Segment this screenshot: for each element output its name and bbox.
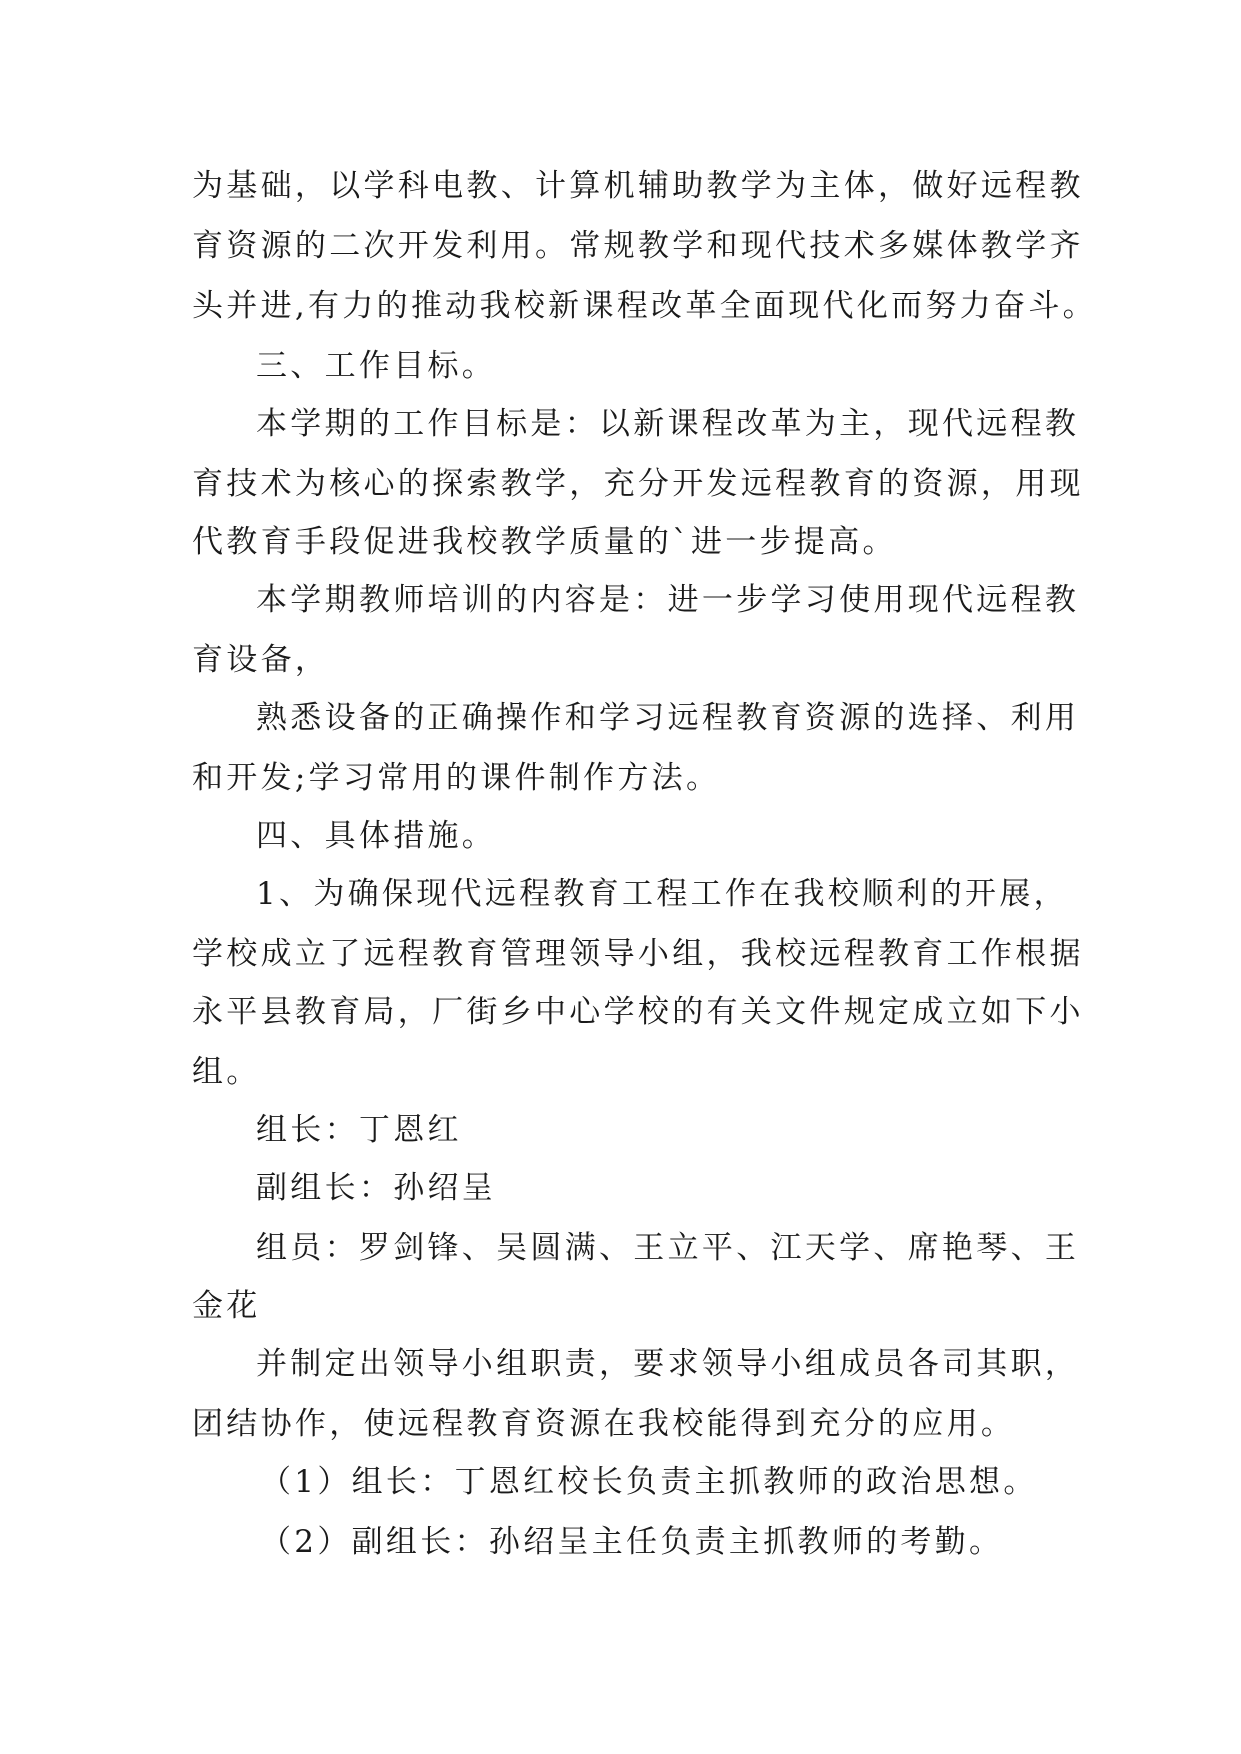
section-heading: 三、工作目标。 <box>256 348 497 384</box>
paragraph-line: 1、为确保现代远程教育工程工作在我校顺利的开展， <box>256 876 1068 912</box>
paragraph-line: 和开发;学习常用的课件制作方法。 <box>192 760 721 796</box>
paragraph-line: 育资源的二次开发利用。常规教学和现代技术多媒体教学齐 <box>192 228 1084 264</box>
group-members-line: 组员：罗剑锋、吴圆满、王立平、江天学、席艳琴、王 <box>256 1230 1080 1266</box>
paragraph-line: 为基础，以学科电教、计算机辅助教学为主体，做好远程教 <box>192 168 1084 204</box>
duty-item: （2）副组长：孙绍呈主任负责主抓教师的考勤。 <box>260 1524 1004 1560</box>
paragraph-line: 代教育手段促进我校教学质量的`进一步提高。 <box>192 524 897 560</box>
paragraph-line: 熟悉设备的正确操作和学习远程教育资源的选择、利用 <box>256 700 1080 736</box>
paragraph-line: 金花 <box>192 1288 261 1324</box>
paragraph-line: 团结协作，使远程教育资源在我校能得到充分的应用。 <box>192 1406 1016 1442</box>
paragraph-line: 组。 <box>192 1054 261 1090</box>
paragraph-line: 育技术为核心的探索教学，充分开发远程教育的资源，用现 <box>192 466 1084 502</box>
duty-item: （1）组长：丁恩红校长负责主抓教师的政治思想。 <box>260 1464 1038 1500</box>
section-heading: 四、具体措施。 <box>256 818 497 854</box>
paragraph-line: 本学期的工作目标是：以新课程改革为主，现代远程教 <box>256 406 1080 442</box>
group-leader-line: 组长：丁恩红 <box>256 1112 462 1148</box>
paragraph-line: 头并进,有力的推动我校新课程改革全面现代化而努力奋斗。 <box>192 288 1097 324</box>
paragraph-line: 学校成立了远程教育管理领导小组，我校远程教育工作根据 <box>192 936 1084 972</box>
paragraph-line: 本学期教师培训的内容是：进一步学习使用现代远程教 <box>256 582 1080 618</box>
paragraph-line: 并制定出领导小组职责，要求领导小组成员各司其职， <box>256 1346 1080 1382</box>
paragraph-line: 育设备， <box>192 642 330 678</box>
paragraph-line: 永平县教育局，厂街乡中心学校的有关文件规定成立如下小 <box>192 994 1084 1030</box>
deputy-leader-line: 副组长：孙绍呈 <box>256 1170 497 1206</box>
